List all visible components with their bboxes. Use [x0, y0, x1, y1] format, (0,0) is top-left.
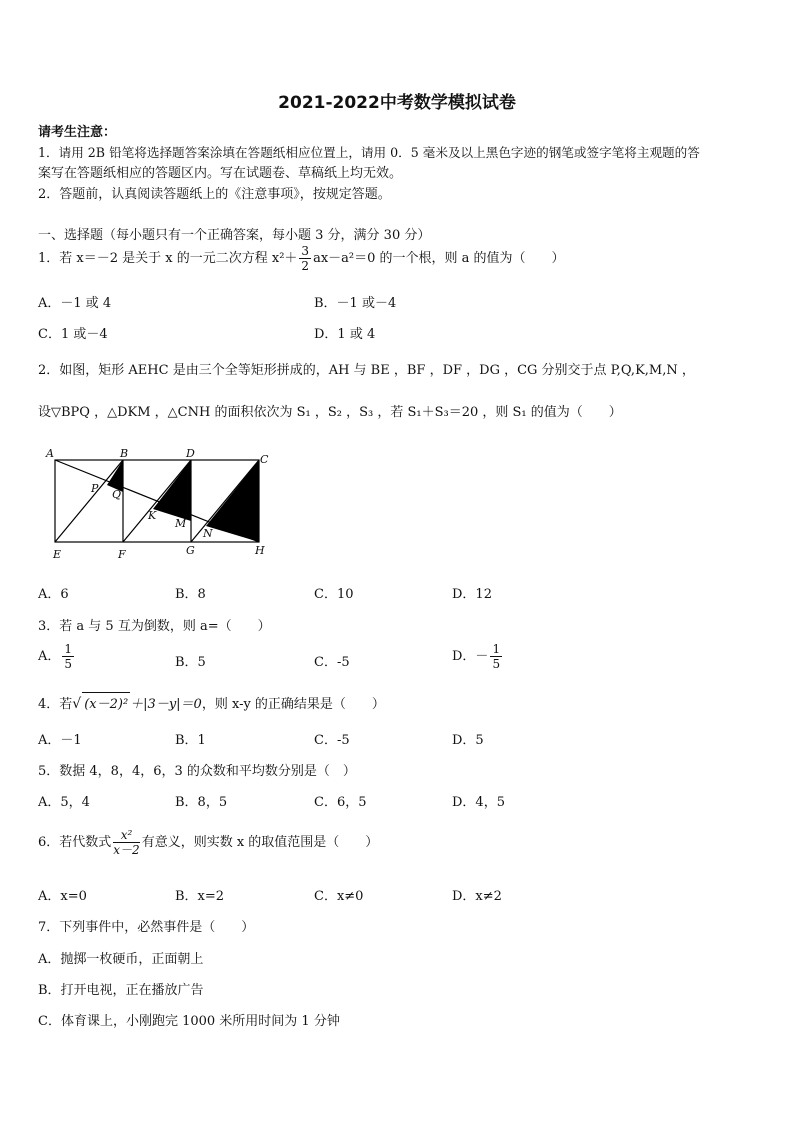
q4-pre: 4．若 — [38, 697, 73, 712]
q6-option-b[interactable]: B．x=2 — [175, 889, 225, 904]
q1-fraction — [299, 244, 311, 273]
q7-option-b[interactable]: B．打开电视，正在播放广告 — [38, 983, 204, 998]
q3-d-num: 1 — [492, 642, 501, 656]
label-k: K — [148, 509, 157, 522]
label-m: M — [175, 517, 187, 530]
q3-option-b[interactable]: B．5 — [175, 655, 206, 670]
q3-option-d-label: D．－ — [452, 649, 489, 664]
q3-a-num: 1 — [64, 642, 73, 656]
label-b: B — [120, 447, 129, 460]
q5-option-a[interactable]: A．5，4 — [38, 795, 90, 810]
q4-option-a[interactable]: A．－1 — [38, 733, 82, 748]
question-5-stem: 5．数据 4，8，4，6，3 的众数和平均数分别是（ ） — [38, 764, 356, 779]
section-heading: 一、选择题（每小题只有一个正确答案，每小题 3 分，满分 30 分） — [38, 228, 431, 243]
q5-option-c[interactable]: C．6，5 — [314, 795, 367, 810]
q4-abs-expr: ＋|3－y|＝0 — [130, 697, 202, 712]
q6-fraction — [113, 828, 139, 857]
q6-post: 有意义，则实数 x 的取值范围是（ ） — [141, 835, 379, 850]
label-e: E — [53, 548, 62, 561]
q2-option-c[interactable]: C．10 — [314, 587, 354, 602]
label-a: A — [46, 447, 54, 460]
label-c: C — [260, 453, 269, 466]
q2-option-d[interactable]: D．12 — [452, 587, 492, 602]
q1-pre: 1．若 x＝－2 是关于 x 的一元二次方程 x²＋ — [38, 251, 298, 266]
rectangle-figure — [40, 442, 290, 566]
label-d: D — [186, 447, 195, 460]
q4-option-c[interactable]: C．-5 — [314, 733, 350, 748]
q2-option-a[interactable]: A．6 — [38, 587, 69, 602]
q4-post: ，则 x-y 的正确结果是（ ） — [201, 697, 385, 712]
question-7-stem: 7．下列事件中，必然事件是（ ） — [38, 920, 255, 935]
label-h: H — [255, 544, 265, 557]
question-1-stem — [38, 244, 565, 273]
q3-option-a-label: A． — [38, 649, 61, 664]
page-title: 2021-2022中考数学模拟试卷 — [278, 93, 516, 113]
q4-option-d[interactable]: D．5 — [452, 733, 484, 748]
q1-option-c[interactable]: C．1 或－4 — [38, 327, 108, 342]
q6-option-d[interactable]: D．x≠2 — [452, 889, 502, 904]
notice-line-2: 2．答题前，认真阅读答题纸上的《注意事项》，按规定答题。 — [38, 187, 391, 202]
q5-option-d[interactable]: D．4，5 — [452, 795, 505, 810]
label-n: N — [203, 527, 213, 540]
q1-option-a[interactable]: A．－1 或 4 — [38, 296, 112, 311]
question-6-stem — [38, 828, 378, 857]
label-p: P — [91, 482, 99, 495]
q3-option-a[interactable] — [38, 642, 76, 671]
question-4-stem: 4．若√ (x－2)² ＋|3－y|＝0，则 x-y 的正确结果是（ ） — [38, 692, 385, 712]
notice-line-1b: 案写在答题纸相应的答题区内。写在试题卷、草稿纸上均无效。 — [38, 166, 403, 181]
label-f: F — [118, 548, 126, 561]
q3-option-d-fraction — [490, 642, 502, 671]
q1-frac-den: 2 — [301, 259, 310, 273]
q6-option-a[interactable]: A．x=0 — [38, 889, 87, 904]
q1-option-b[interactable]: B．－1 或－4 — [314, 296, 397, 311]
q6-option-c[interactable]: C．x≠0 — [314, 889, 364, 904]
q7-option-c[interactable]: C．体育课上，小刚跑完 1000 米所用时间为 1 分钟 — [38, 1014, 340, 1029]
question-2-line-1: 2．如图，矩形 AEHC 是由三个全等矩形拼成的，AH 与 BE ，BF ，DF ，DG ，CG 分别交于点 P,Q,K,M,N ， — [38, 363, 695, 378]
q1-option-d[interactable]: D．1 或 4 — [314, 327, 376, 342]
q4-option-b[interactable]: B．1 — [175, 733, 206, 748]
q6-frac-num: x² — [113, 828, 139, 843]
triangle-cnh — [206, 460, 259, 542]
q4-sqrt-expr: (x－2)² — [82, 692, 130, 712]
label-g: G — [186, 544, 195, 557]
q3-option-d[interactable] — [452, 642, 504, 671]
q3-a-den: 5 — [64, 657, 73, 671]
q2-option-b[interactable]: B．8 — [175, 587, 206, 602]
label-q: Q — [112, 488, 122, 501]
q3-option-c[interactable]: C．-5 — [314, 655, 350, 670]
question-3-stem: 3．若 a 与 5 互为倒数，则 a=（ ） — [38, 619, 271, 634]
q3-d-den: 5 — [492, 657, 501, 671]
q3-option-a-fraction — [62, 642, 74, 671]
q1-frac-num: 3 — [301, 244, 310, 258]
notice-line-1a: 1．请用 2B 铅笔将选择题答案涂填在答题纸相应位置上，请用 0．5 毫米及以上黑色字迹的钢笔或签字笔将主观题的答 — [38, 145, 700, 160]
q5-option-b[interactable]: B．8，5 — [175, 795, 228, 810]
q1-post: ax－a²＝0 的一个根，则 a 的值为（ ） — [313, 251, 565, 266]
q7-option-a[interactable]: A．抛掷一枚硬币，正面朝上 — [38, 952, 204, 967]
notice-heading: 请考生注意： — [38, 125, 117, 140]
q6-pre: 6．若代数式 — [38, 835, 112, 850]
q6-frac-den: x－2 — [113, 843, 140, 857]
question-2-line-2: 设▽BPQ ，△DKM ，△CNH 的面积依次为 S₁ ，S₂ ，S₃ ，若 S₁＋S₃＝20 ，则 S₁ 的值为（ ） — [38, 405, 622, 420]
